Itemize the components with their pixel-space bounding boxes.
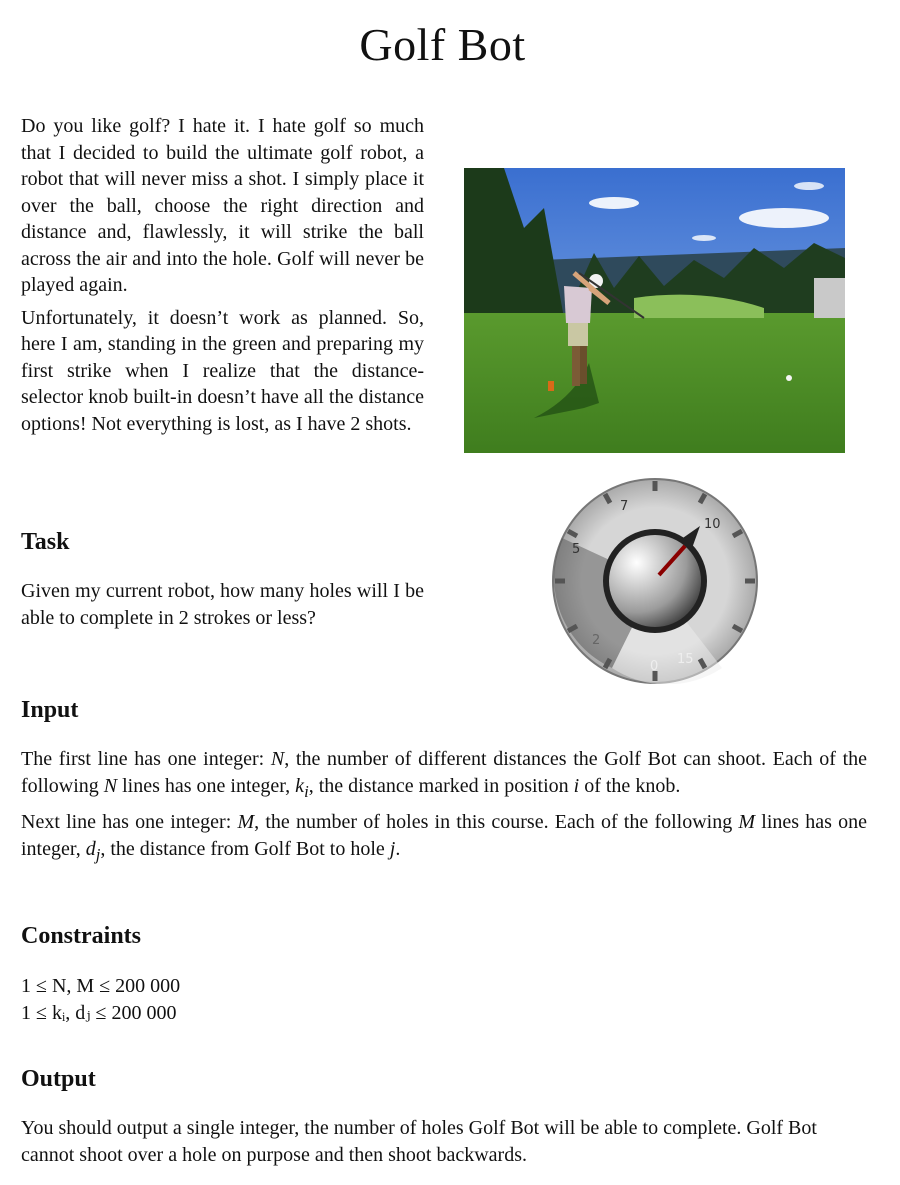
knob-label-0: 0 xyxy=(650,659,659,674)
constraints-heading: Constraints xyxy=(21,923,142,949)
knob-label-2: 2 xyxy=(592,633,601,648)
output-text: You should output a single integer, the number of holes Golf Bot will be able to complete. Golf Bot cannot shoot over a hole on purpose and then shoot backwards. xyxy=(21,1117,817,1166)
constraint-line-1: 1 ≤ N, M ≤ 200 000 xyxy=(21,975,181,997)
intro-paragraph-1: Do you like golf? I hate it. I hate golf so much that I decided to build the ultimate golf robot, a robot that will never miss a shot. I simply place it over the ball, choose the right direction and distance and, flawlessly, it will strike the ball across the air and into the hole. Golf will never be played again. xyxy=(21,115,424,296)
knob-label-15: 15 xyxy=(677,652,694,667)
page-title: Golf Bot xyxy=(359,19,526,70)
knob-label-10: 10 xyxy=(704,517,721,532)
constraint-line-2: 1 ≤ kᵢ, dⱼ ≤ 200 000 xyxy=(21,1001,177,1024)
task-text: Given my current robot, how many holes will I be able to complete in 2 strokes or less? xyxy=(21,580,424,629)
intro-paragraph-2: Unfortunately, it doesn’t work as planned. So, here I am, standing in the green and preparing my first strike when I realize that the distance-selector knob built-in doesn’t have all the distance options! Not everything is lost, as I have 2 shots. xyxy=(21,306,424,435)
intro-section xyxy=(21,113,424,443)
input-heading: Input xyxy=(21,697,79,723)
knob-label-5: 5 xyxy=(572,542,581,557)
input-paragraph-1: The first line has one integer: N, the number of different distances the Golf Bot can shoot. Each of the following N lines has one integer, $k_i$, the distance marked in position i of the knob. xyxy=(21,748,867,801)
knob-label-7: 7 xyxy=(620,499,629,514)
task-heading: Task xyxy=(21,529,70,555)
distance-knob xyxy=(552,478,758,684)
output-heading: Output xyxy=(21,1066,96,1092)
input-paragraph-2: Next line has one integer: M, the number of holes in this course. Each of the following M lines has one integer, $d_j$, the distance from Golf Bot to hole j. xyxy=(21,811,867,864)
golfer-photo xyxy=(464,168,845,453)
